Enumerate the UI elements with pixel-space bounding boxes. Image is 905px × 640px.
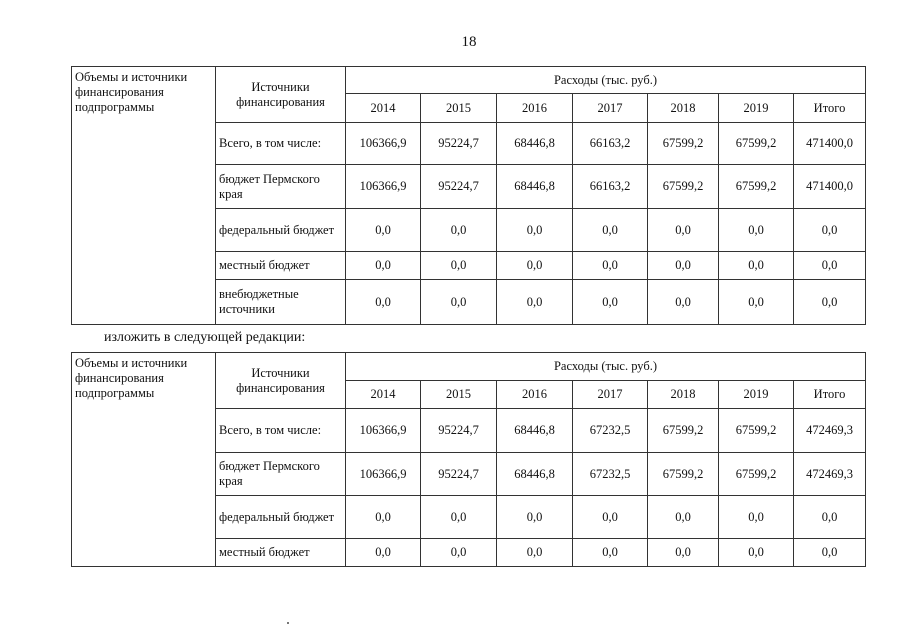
value-cell: 0,0: [497, 280, 573, 325]
value-cell: 0,0: [497, 496, 573, 539]
value-cell: 0,0: [719, 209, 794, 252]
value-cell: 0,0: [497, 539, 573, 567]
value-cell: 106366,9: [346, 453, 421, 496]
table-body: [72, 353, 866, 567]
value-cell: 95224,7: [421, 165, 497, 209]
value-cell: 0,0: [648, 252, 719, 280]
year-header: 2014: [346, 94, 421, 123]
source-label: местный бюджет: [216, 252, 346, 280]
value-cell: 0,0: [573, 539, 648, 567]
value-cell: 0,0: [573, 252, 648, 280]
value-cell: 0,0: [421, 496, 497, 539]
value-cell: 66163,2: [573, 165, 648, 209]
year-header: 2018: [648, 94, 719, 123]
total-cell: 0,0: [794, 539, 866, 567]
value-cell: 106366,9: [346, 165, 421, 209]
value-cell: 68446,8: [497, 409, 573, 453]
year-header: 2016: [497, 94, 573, 123]
expenses-header: Расходы (тыс. руб.): [346, 353, 866, 381]
value-cell: 68446,8: [497, 123, 573, 165]
value-cell: 0,0: [648, 209, 719, 252]
table-label: Объемы и источники финансирования подпрограммы: [72, 67, 216, 325]
value-cell: 0,0: [421, 539, 497, 567]
year-header: 2019: [719, 94, 794, 123]
year-header: 2015: [421, 94, 497, 123]
value-cell: 0,0: [719, 252, 794, 280]
value-cell: 67232,5: [573, 453, 648, 496]
source-label: местный бюджет: [216, 539, 346, 567]
total-cell: 471400,0: [794, 123, 866, 165]
intro-text: изложить в следующей редакции:: [104, 330, 306, 345]
table-label: Объемы и источники финансирования подпрограммы: [72, 353, 216, 567]
value-cell: 0,0: [648, 280, 719, 325]
value-cell: 67599,2: [648, 123, 719, 165]
value-cell: 0,0: [573, 209, 648, 252]
total-cell: 0,0: [794, 209, 866, 252]
value-cell: 0,0: [573, 280, 648, 325]
value-cell: 68446,8: [497, 453, 573, 496]
header-row: [72, 353, 866, 381]
year-header: 2017: [573, 94, 648, 123]
sources-header: Источники финансирования: [216, 353, 346, 409]
value-cell: 0,0: [648, 539, 719, 567]
year-header: 2019: [719, 381, 794, 409]
scan-artifact-dot: [287, 622, 289, 624]
header-row: [72, 67, 866, 94]
total-header: Итого: [794, 381, 866, 409]
expenses-header: Расходы (тыс. руб.): [346, 67, 866, 94]
total-cell: 472469,3: [794, 409, 866, 453]
value-cell: 67232,5: [573, 409, 648, 453]
source-label: федеральный бюджет: [216, 496, 346, 539]
year-header: 2017: [573, 381, 648, 409]
value-cell: 0,0: [719, 539, 794, 567]
value-cell: 0,0: [346, 280, 421, 325]
value-cell: 67599,2: [719, 123, 794, 165]
financing-table-old: [71, 66, 866, 325]
value-cell: 106366,9: [346, 123, 421, 165]
total-cell: 472469,3: [794, 453, 866, 496]
value-cell: 67599,2: [648, 409, 719, 453]
year-header: 2014: [346, 381, 421, 409]
value-cell: 67599,2: [648, 165, 719, 209]
value-cell: 106366,9: [346, 409, 421, 453]
source-label: федеральный бюджет: [216, 209, 346, 252]
value-cell: 67599,2: [719, 409, 794, 453]
value-cell: 0,0: [346, 209, 421, 252]
year-header: 2015: [421, 381, 497, 409]
source-label: Всего, в том числе:: [216, 123, 346, 165]
value-cell: 67599,2: [719, 453, 794, 496]
value-cell: 67599,2: [648, 453, 719, 496]
value-cell: 95224,7: [421, 409, 497, 453]
value-cell: 0,0: [497, 252, 573, 280]
value-cell: 95224,7: [421, 453, 497, 496]
financing-table-new: [71, 352, 866, 567]
value-cell: 0,0: [719, 496, 794, 539]
value-cell: 0,0: [719, 280, 794, 325]
value-cell: 66163,2: [573, 123, 648, 165]
value-cell: 0,0: [421, 209, 497, 252]
total-header: Итого: [794, 94, 866, 123]
page-number: 18: [461, 34, 477, 50]
value-cell: 0,0: [497, 209, 573, 252]
value-cell: 68446,8: [497, 165, 573, 209]
total-cell: 0,0: [794, 252, 866, 280]
value-cell: 0,0: [346, 496, 421, 539]
source-label: бюджет Пермского края: [216, 453, 346, 496]
source-label: Всего, в том числе:: [216, 409, 346, 453]
total-cell: 471400,0: [794, 165, 866, 209]
value-cell: 0,0: [421, 252, 497, 280]
year-header: 2016: [497, 381, 573, 409]
value-cell: 0,0: [421, 280, 497, 325]
total-cell: 0,0: [794, 280, 866, 325]
table-body: [72, 67, 866, 325]
value-cell: 0,0: [346, 539, 421, 567]
value-cell: 67599,2: [719, 165, 794, 209]
value-cell: 95224,7: [421, 123, 497, 165]
source-label: бюджет Пермского края: [216, 165, 346, 209]
source-label: внебюджетные источники: [216, 280, 346, 325]
total-cell: 0,0: [794, 496, 866, 539]
value-cell: 0,0: [346, 252, 421, 280]
value-cell: 0,0: [648, 496, 719, 539]
sources-header: Источники финансирования: [216, 67, 346, 123]
value-cell: 0,0: [573, 496, 648, 539]
year-header: 2018: [648, 381, 719, 409]
